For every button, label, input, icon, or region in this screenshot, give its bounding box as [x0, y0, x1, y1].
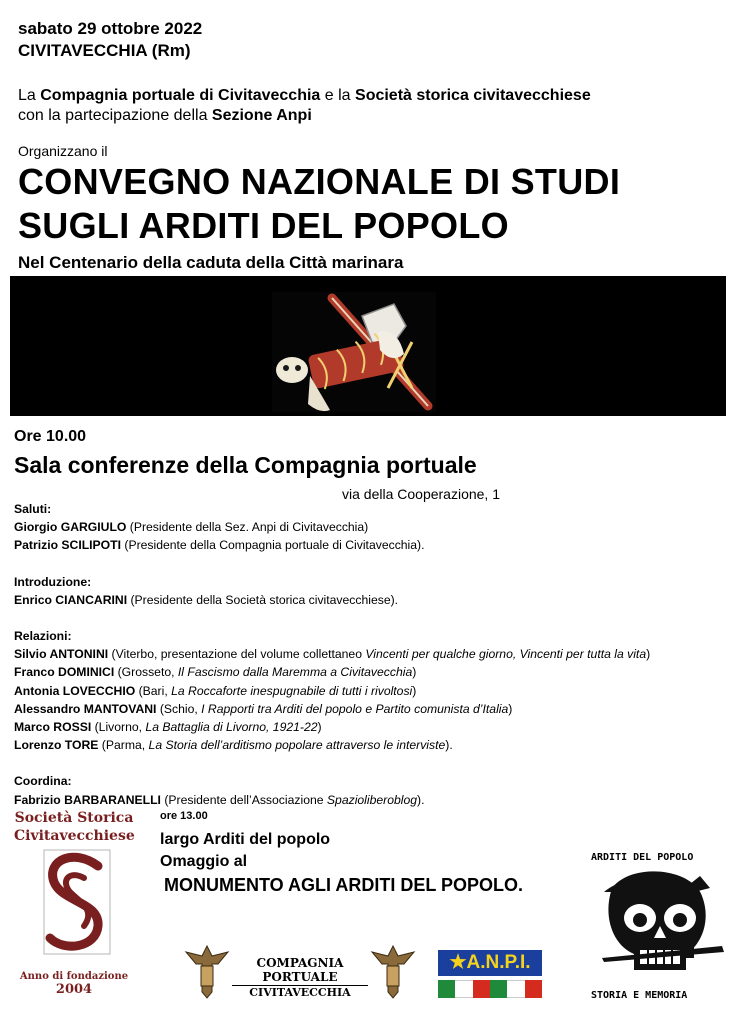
list-item	[14, 718, 729, 736]
session-address: via della Cooperazione, 1	[342, 486, 500, 502]
adp-logo-title: ARDITI DEL POPOLO	[591, 852, 694, 863]
speaker-role: (Presidente dell’Associazione	[160, 792, 327, 807]
afternoon-time: ore 13.00	[160, 810, 208, 822]
coordina-label: Coordina:	[14, 774, 72, 789]
speaker-name: Silvio ANTONINI	[14, 647, 109, 662]
speaker-name: Giorgio GARGIULO	[14, 520, 127, 535]
title-line-1: CONVEGNO NAZIONALE DI STUDI	[18, 161, 621, 202]
speaker-name: Patrizio SCILIPOTI	[14, 538, 121, 553]
list-item	[14, 682, 729, 700]
speaker-name: Franco DOMINICI	[14, 665, 115, 680]
speaker-role: (Bari,	[135, 683, 172, 698]
talk-title: La Battaglia di Livorno, 1921-22	[145, 720, 318, 735]
speaker-role: (Parma,	[98, 738, 149, 753]
adp-logo-subtitle: STORIA E MEMORIA	[591, 990, 688, 1001]
organize-label: Organizzano il	[18, 143, 108, 159]
intro-text: con la partecipazione della	[18, 107, 212, 124]
list-item	[14, 536, 729, 554]
speaker-role: (Grosseto,	[114, 665, 178, 680]
monument-title: MONUMENTO AGLI ARDITI DEL POPOLO.	[164, 875, 524, 895]
eagle-emblem-right-icon	[368, 942, 418, 1002]
speaker-role: )	[412, 683, 417, 698]
list-item	[14, 736, 729, 754]
session-time: Ore 10.00	[14, 428, 87, 445]
speaker-role: (Schio,	[156, 701, 202, 716]
speaker-name: Marco ROSSI	[14, 720, 92, 735]
speaker-role: )	[412, 665, 417, 680]
anpi-logo	[438, 950, 542, 998]
list-item	[14, 663, 729, 681]
event-place: CIVITAVECCHIA (Rm)	[18, 41, 191, 60]
list-item	[14, 645, 729, 663]
arditi-emblem-icon	[10, 276, 726, 416]
speaker-role: (Livorno,	[91, 720, 146, 735]
ss-monogram-icon	[14, 844, 134, 970]
organizer-anpi: Sezione Anpi	[211, 107, 312, 124]
introduzione-label: Introduzione:	[14, 574, 92, 589]
talk-title: La Storia dell’arditismo popolare attraverso le interviste	[148, 738, 446, 753]
ssc-name-1: Società Storica	[14, 810, 134, 826]
speaker-role: ).	[445, 738, 453, 753]
intro-text: e la	[320, 87, 356, 104]
speaker-name: Lorenzo TORE	[14, 738, 99, 753]
italian-flag-stripes	[438, 980, 542, 998]
organizers-intro	[18, 86, 591, 126]
ssc-founding-label: Anno di fondazione	[19, 971, 129, 982]
event-date-block	[18, 18, 202, 62]
speaker-role: )	[646, 647, 651, 662]
speaker-name: Enrico CIANCARINI	[14, 592, 128, 607]
speaker-name: Alessandro MANTOVANI	[14, 701, 157, 716]
event-date: sabato 29 ottobre 2022	[18, 19, 203, 38]
speaker-role: (Presidente della Compagnia portuale di Civitavecchia).	[121, 538, 425, 553]
speaker-role: )	[317, 720, 322, 735]
black-banner	[10, 276, 726, 416]
speaker-role: (Presidente della Sez. Anpi di Civitavecchia)	[126, 520, 369, 535]
afternoon-place: largo Arditi del popolo	[160, 831, 331, 848]
organizer-societa: Società storica civitavecchiese	[355, 87, 591, 104]
talk-title: Vincenti per qualche giorno, Vincenti per tutta la vita	[365, 647, 647, 662]
ssc-name-2: Civitavecchiese	[14, 828, 135, 844]
session-venue: Sala conferenze della Compagnia portuale	[14, 452, 477, 478]
speaker-role: (Presidente della Società storica civitavecchiese).	[127, 592, 399, 607]
talk-title: I Rapporti tra Arditi del popolo e Partito comunista d’Italia	[201, 701, 509, 716]
afternoon-homage: Omaggio al	[160, 853, 248, 870]
talk-title: Spazioliberoblog	[326, 792, 418, 807]
speaker-role: ).	[417, 792, 425, 807]
cp-name-line2: CIVITAVECCHIA	[249, 986, 351, 999]
anpi-label: A.N.P.I.	[466, 952, 531, 973]
relazioni-label: Relazioni:	[14, 629, 72, 644]
compagnia-portuale-logo	[182, 942, 418, 1004]
skull-dagger-icon	[582, 862, 732, 1002]
speaker-role: (Viterbo, presentazione del volume collettaneo	[108, 647, 366, 662]
saluti-label: Saluti:	[14, 502, 52, 516]
intro-text: La	[18, 87, 41, 104]
eagle-emblem-left-icon	[182, 942, 232, 1002]
event-subtitle: Nel Centenario della caduta della Città marinara	[18, 253, 404, 272]
talk-title: Il Fascismo dalla Maremma a Civitavecchia	[177, 665, 413, 680]
arditi-logo	[582, 848, 732, 1008]
speaker-role: )	[508, 701, 513, 716]
title-line-2: SUGLI ARDITI DEL POPOLO	[18, 205, 509, 246]
speaker-name: Fabrizio BARBARANELLI	[14, 792, 161, 807]
afternoon-location	[160, 829, 330, 873]
cp-name-line1: COMPAGNIA PORTUALE	[232, 956, 368, 986]
ssc-founding-year: 2004	[55, 982, 93, 997]
list-item	[14, 791, 729, 809]
event-title	[18, 160, 620, 248]
program	[14, 500, 729, 809]
talk-title: La Roccaforte inespugnabile di tutti i rivoltosi	[171, 683, 413, 698]
list-item	[14, 518, 729, 536]
list-item	[14, 591, 729, 609]
organizer-compagnia: Compagnia portuale di Civitavecchia	[40, 87, 321, 104]
list-item	[14, 700, 729, 718]
societa-storica-logo	[14, 810, 134, 1020]
star-icon: ★	[449, 952, 467, 973]
speaker-name: Antonia LOVECCHIO	[14, 683, 136, 698]
